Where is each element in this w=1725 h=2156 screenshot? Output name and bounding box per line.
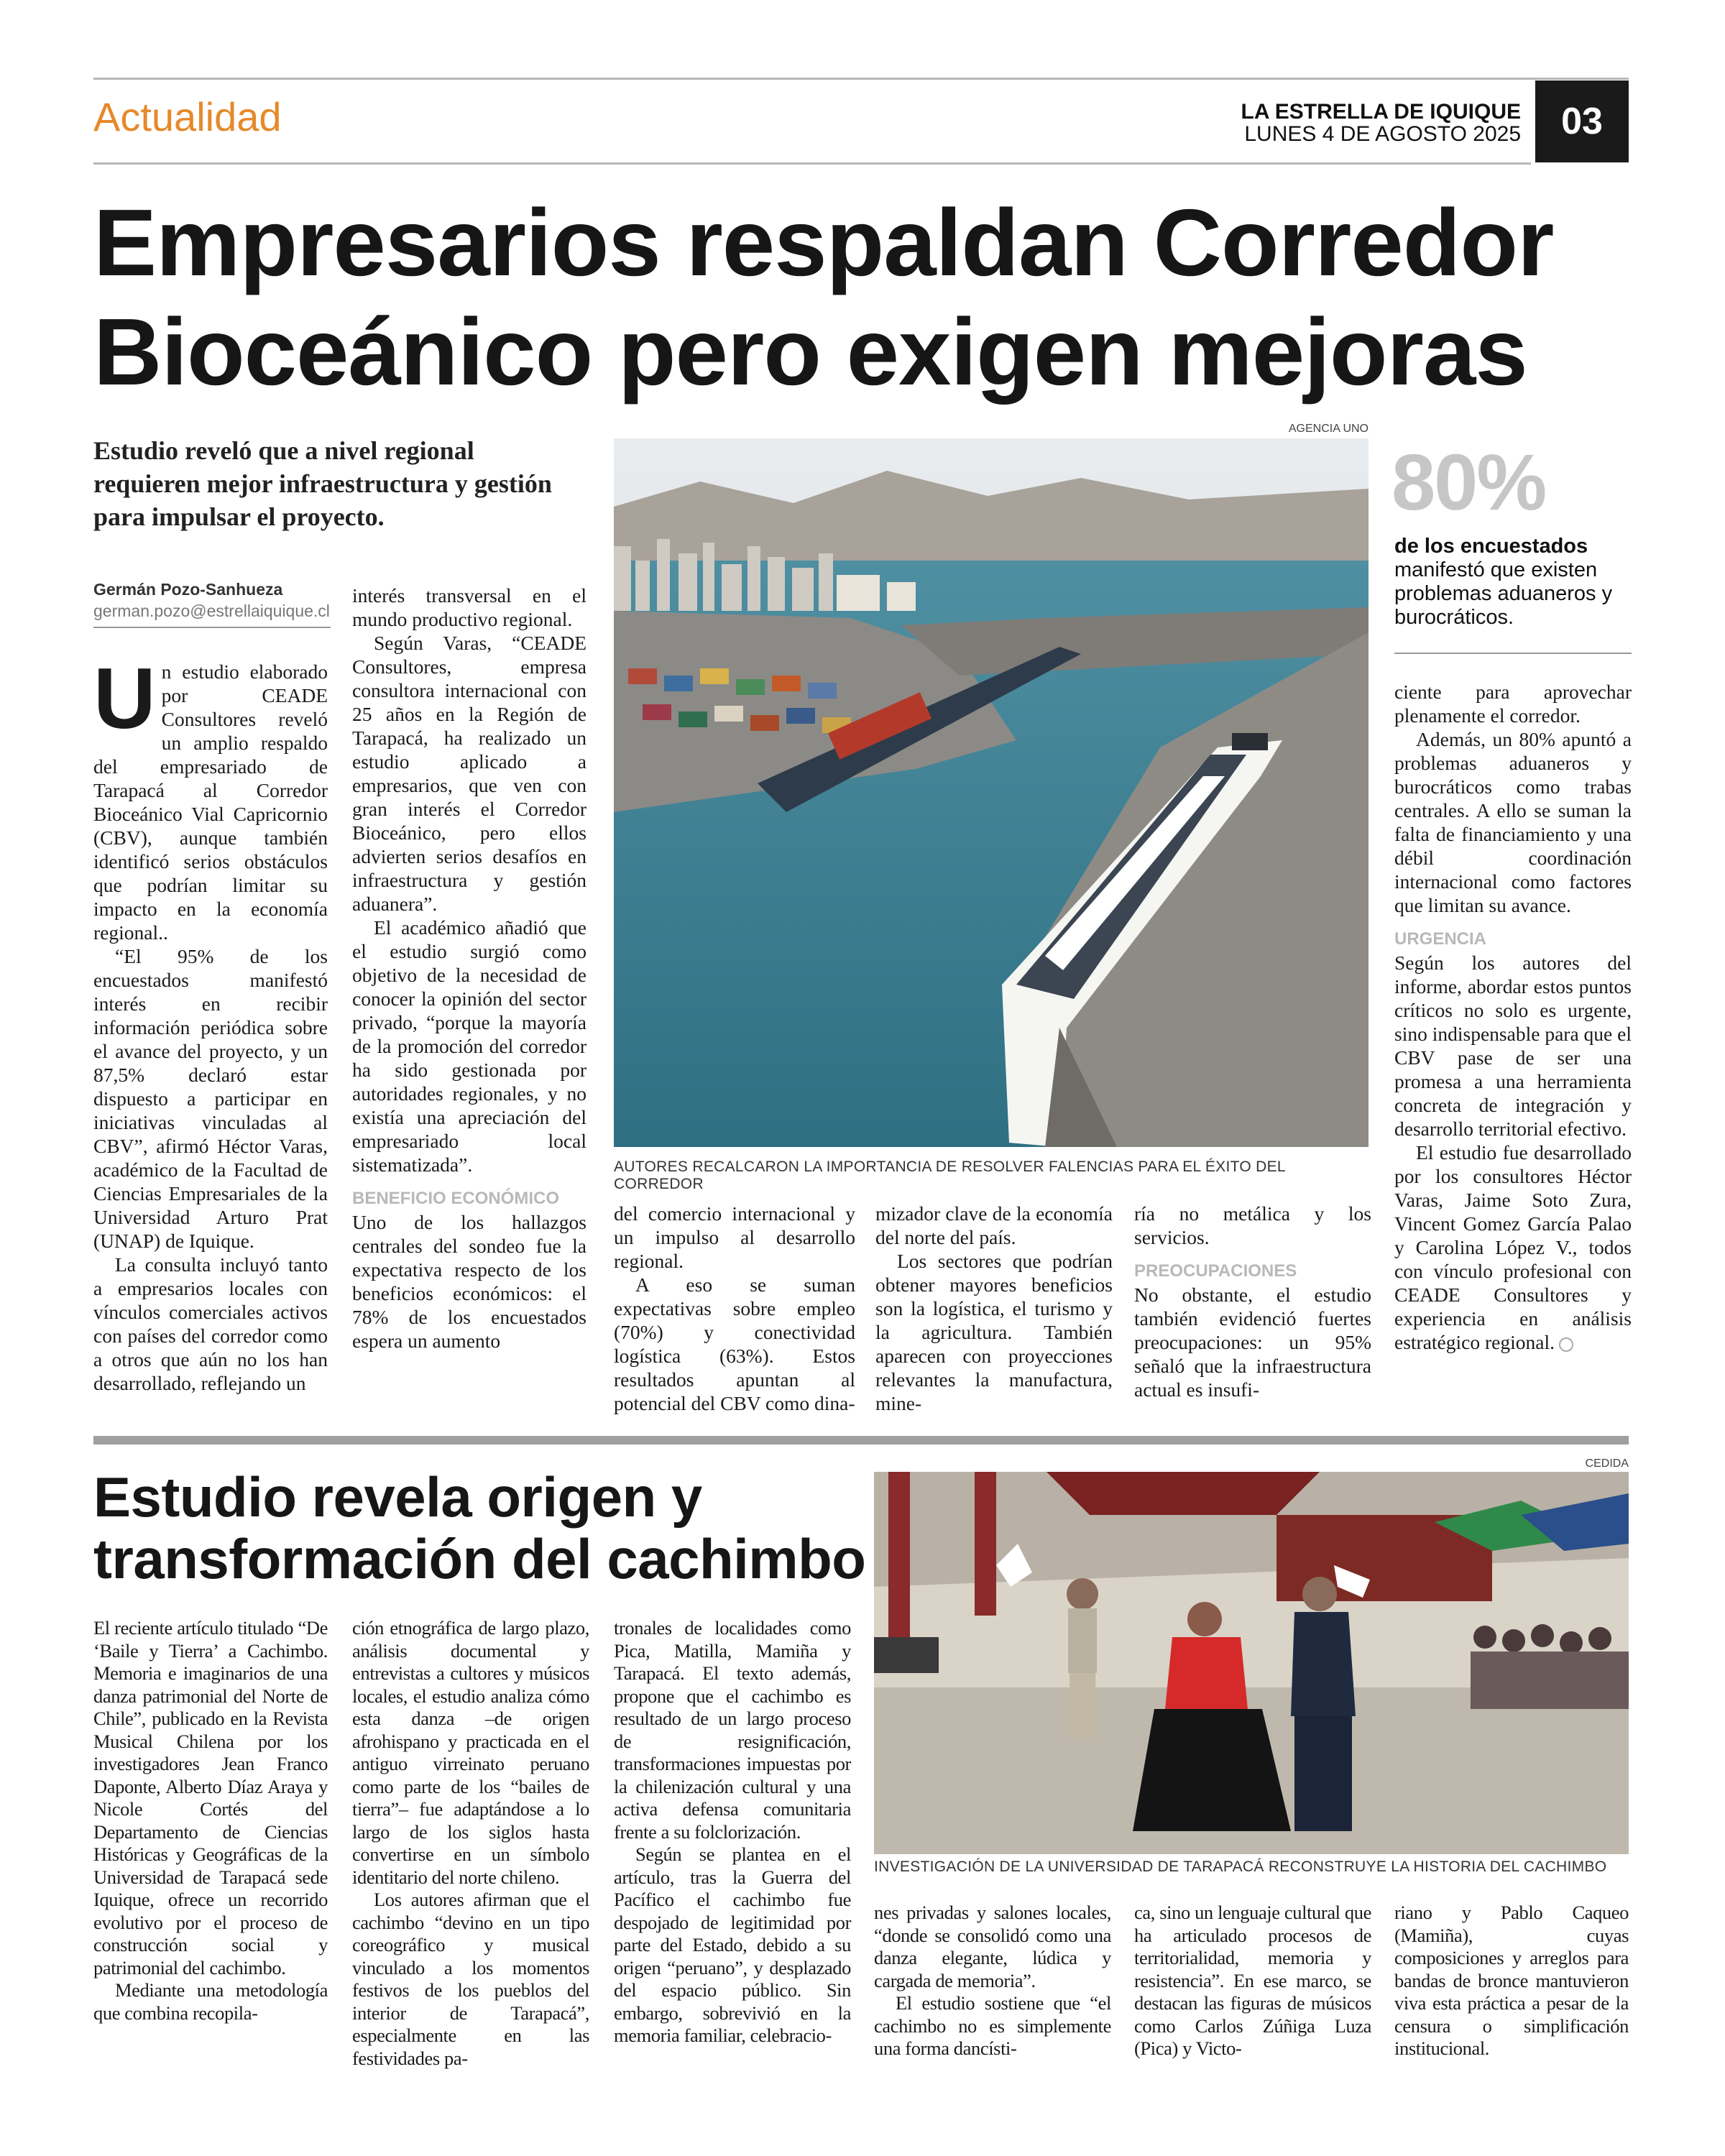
newspaper-name: LA ESTRELLA DE IQUIQUE xyxy=(1241,100,1521,124)
header-bottom-rule xyxy=(93,162,1531,165)
article2-column-2 xyxy=(352,1617,589,2070)
article2-column-6 xyxy=(1394,1902,1629,2060)
paragraph: “El 95% de los encuestados manifestó interés en recibir información periódica sobre el avance del proyecto, y un 87,5% declaró estar dispuesto a participar en iniciativas vinculadas al CBV”, afirmó Héctor Varas, académico de la Facultad de Ciencias Empresariales de la Universidad Arturo Prat (UNAP) de Iquique. xyxy=(93,945,328,1252)
paragraph: La consulta incluyó tanto a empresarios locales con vínculos comerciales activos con países del corredor como a otros que aún no los han desarrollado, reflejando un xyxy=(93,1253,328,1394)
paragraph: No obstante, el estudio también evidenció fuertes preocupaciones: un 95% señaló que la infraestructura actual es insufi- xyxy=(1134,1284,1371,1401)
paragraph: nes privadas y salones locales, “donde se consolidó como una danza elegante, lúdica y cargada de memoria”. xyxy=(874,1902,1111,1991)
paragraph: ción etnográfica de largo plazo, análisis documental y entrevistas a cultores y músicos locales, el estudio analiza cómo esta danza –de origen afrohispano y practicada en el antiguo virreinato peruano como parte de los “bailes de tierra”– fue adaptándose a lo largo de los siglos hasta convertirse en un símbolo identitario del norte chileno. xyxy=(352,1617,589,1888)
stat-rule xyxy=(1394,653,1632,654)
paragraph: El estudio sostiene que “el cachimbo no es simplemente una forma dancísti- xyxy=(874,1992,1111,2059)
author-email[interactable]: german.pozo@estrellaiquique.cl xyxy=(93,602,330,620)
paragraph: Según los autores del informe, abordar estos puntos críticos no solo es urgente, sino indispensable para que el CBV pase de ser una promesa a una herramienta concreta de integración y desarrollo territorial efectivo. xyxy=(1394,952,1632,1140)
article2-column-1 xyxy=(93,1617,328,2024)
paragraph: interés transversal en el mundo productivo regional. xyxy=(352,584,586,630)
article2-headline xyxy=(93,1466,870,1590)
headline-line-1: Estudio revela origen y xyxy=(93,1465,702,1529)
author-name: Germán Pozo-Sanhueza xyxy=(93,580,283,599)
headline-line-2: Bioceánico pero exigen mejoras xyxy=(93,299,1527,405)
paragraph: El académico añadió que el estudio surgió como objetivo de la necesidad de conocer la opinión del sector privado, “porque la mayoría de la promoción del corredor ha sido gestionada por autoridades regionales, y no existía una apreciación del empresariado local sistematizada”. xyxy=(352,916,586,1176)
article1-deck: Estudio reveló que a nivel regional requieren mejor infraestructura y gestión para impulsar el proyecto. xyxy=(93,436,552,531)
dance-photo xyxy=(874,1472,1629,1854)
paragraph: Además, un 80% apuntó a problemas aduaneros y burocráticos como trabas centrales. A ello se suman la falta de financiamiento y una débil coordinación internacional como factores que limitan su avance. xyxy=(1394,728,1632,916)
paragraph: A eso se suman expectativas sobre empleo (70%) y conectividad logística (63%). Estos resultados apuntan al potencial del CBV como dina- xyxy=(614,1273,855,1414)
paragraph: ca, sino un lenguaje cultural que ha articulado procesos de territorialidad, memoria y resistencia”. En ese marco, se destacan las figuras de músicos como Carlos Zúñiga Luza (Pica) y Victo- xyxy=(1134,1902,1371,2059)
article2-column-5 xyxy=(1134,1902,1371,2060)
article1-headline xyxy=(93,188,1617,407)
paragraph: Mediante una metodología que combina recopila- xyxy=(93,1979,328,2024)
photo1-caption: AUTORES RECALCARON LA IMPORTANCIA DE RESOLVER FALENCIAS PARA EL ÉXITO DEL CORREDOR xyxy=(614,1158,1286,1192)
port-photo xyxy=(614,438,1368,1147)
paragraph: Según se plantea en el artículo, tras la Guerra del Pacífico el cachimbo fue despojado de legitimidad por parte del Estado, debido a su origen “peruano”, y desplazado del espacio público. Sin embargo, sobrevivió en la memoria familiar, celebracio- xyxy=(614,1843,851,2046)
article1-column-6 xyxy=(1394,680,1632,1354)
subhead-preocupaciones: PREOCUPACIONES xyxy=(1134,1261,1297,1281)
byline-rule xyxy=(93,627,331,628)
article1-column-1 xyxy=(93,650,328,1395)
photo1-credit: AGENCIA UNO xyxy=(1288,423,1368,435)
photo2-caption: INVESTIGACIÓN DE LA UNIVERSIDAD DE TARAPACÁ RECONSTRUYE LA HISTORIA DEL CACHIMBO xyxy=(874,1858,1607,1875)
masthead xyxy=(1222,101,1521,145)
headline-line-2: transformación del cachimbo xyxy=(93,1527,866,1590)
end-mark-icon xyxy=(1559,1337,1573,1352)
subhead-urgencia: URGENCIA xyxy=(1394,929,1487,949)
paragraph: tronales de localidades como Pica, Matilla, Mamiña y Tarapacá. El texto además, propone que el cachimbo es resultado de un largo proceso de resignificación, transformaciones impuestas por la chilenización cultural y una activa defensa comunitaria frente a su folclorización. xyxy=(614,1617,851,1843)
paragraph: Según Varas, “CEADE Consultores, empresa consultora internacional con 25 años en la Región de Tarapacá, ha realizado un estudio aplicado a empresarios, que ven con gran interés el Corredor Bioceánico, pero ellos advierten serios desafíos en infraestructura y gestión aduanera”. xyxy=(352,632,586,915)
issue-date: LUNES 4 DE AGOSTO 2025 xyxy=(1244,122,1521,146)
paragraph: El estudio fue desarrollado por los consultores Héctor Varas, Jaime Soto Zura, Vincent Gomez García Palao y Carolina López V., todos con vínculo profesional con CEADE Consultores y experiencia en análisis estratégico regional. xyxy=(1394,1141,1632,1353)
article1-column-5 xyxy=(1134,1202,1371,1401)
paragraph: ría no metálica y los servicios. xyxy=(1134,1202,1371,1248)
article1-column-4 xyxy=(875,1202,1113,1415)
article2-column-3 xyxy=(614,1617,851,2047)
article2-column-4 xyxy=(874,1902,1111,2060)
paragraph: del comercio internacional y un impulso al desarrollo regional. xyxy=(614,1202,855,1272)
section-label: Actualidad xyxy=(93,94,282,139)
article1-column-3 xyxy=(614,1202,855,1415)
paragraph: riano y Pablo Caqueo (Mamiña), cuyas composiciones y arreglos para bandas de bronce mantuvieron viva esta práctica a pesar de la censura o simplificación institucional. xyxy=(1394,1902,1629,2059)
dropcap: U xyxy=(93,650,156,747)
headline-line-1: Empresarios respaldan Corredor xyxy=(93,190,1554,295)
paragraph: Uno de los hallazgos centrales del sondeo fue la expectativa respecto de los beneficios económicos: el 78% de los encuestados espera un aumento xyxy=(352,1211,586,1352)
section-divider xyxy=(93,1436,1629,1445)
stat-bold: de los encuestados xyxy=(1394,535,1588,558)
paragraph: ciente para aprovechar plenamente el corredor. xyxy=(1394,681,1632,727)
photo2-credit: CEDIDA xyxy=(1585,1457,1629,1470)
paragraph: Los sectores que podrían obtener mayores beneficios son la logística, el turismo y la agricultura. También aparecen con proyecciones relevantes la manufactura, mine- xyxy=(875,1250,1113,1414)
paragraph: n estudio elaborado por CEADE Consultores reveló un amplio respaldo del empresariado de Tarapacá al Corredor Bioceánico Vial Capricornio (CBV), aunque también identificó serios obstáculos que podrían limitar su impacto en la economía regional.. xyxy=(93,660,328,944)
paragraph: mizador clave de la economía del norte del país. xyxy=(875,1202,1113,1248)
paragraph: Los autores afirman que el cachimbo “devino en un tipo coreográfico y musical vinculado a los momentos festivos de los pueblos del interior de Tarapacá”, especialmente en las festividades pa- xyxy=(352,1889,589,2069)
header-top-rule xyxy=(93,78,1629,80)
subhead-beneficio: BENEFICIO ECONÓMICO xyxy=(352,1189,560,1208)
paragraph: El reciente artículo titulado “De ‘Baile y Tierra’ a Cachimbo. Memoria e imaginarios de una danza patrimonial del Norte de Chile”, publicado en la Revista Musical Chilena por los investigadores Jean Franco Daponte, Alberto Díaz Araya y Nicole Cortés del Departamento de Ciencias Históricas y Geográficas de la Universidad de Tarapacá sede Iquique, ofrece un recorrido evolutivo por el proceso de construcción social y patrimonial del cachimbo. xyxy=(93,1617,328,1978)
stat-text: manifestó que existen problemas aduaneros y burocráticos. xyxy=(1394,558,1613,629)
page-number: 03 xyxy=(1535,80,1629,162)
stat-description xyxy=(1394,535,1632,630)
stat-value: 80% xyxy=(1392,438,1546,527)
article1-column-2 xyxy=(352,584,586,1353)
byline xyxy=(93,579,330,622)
